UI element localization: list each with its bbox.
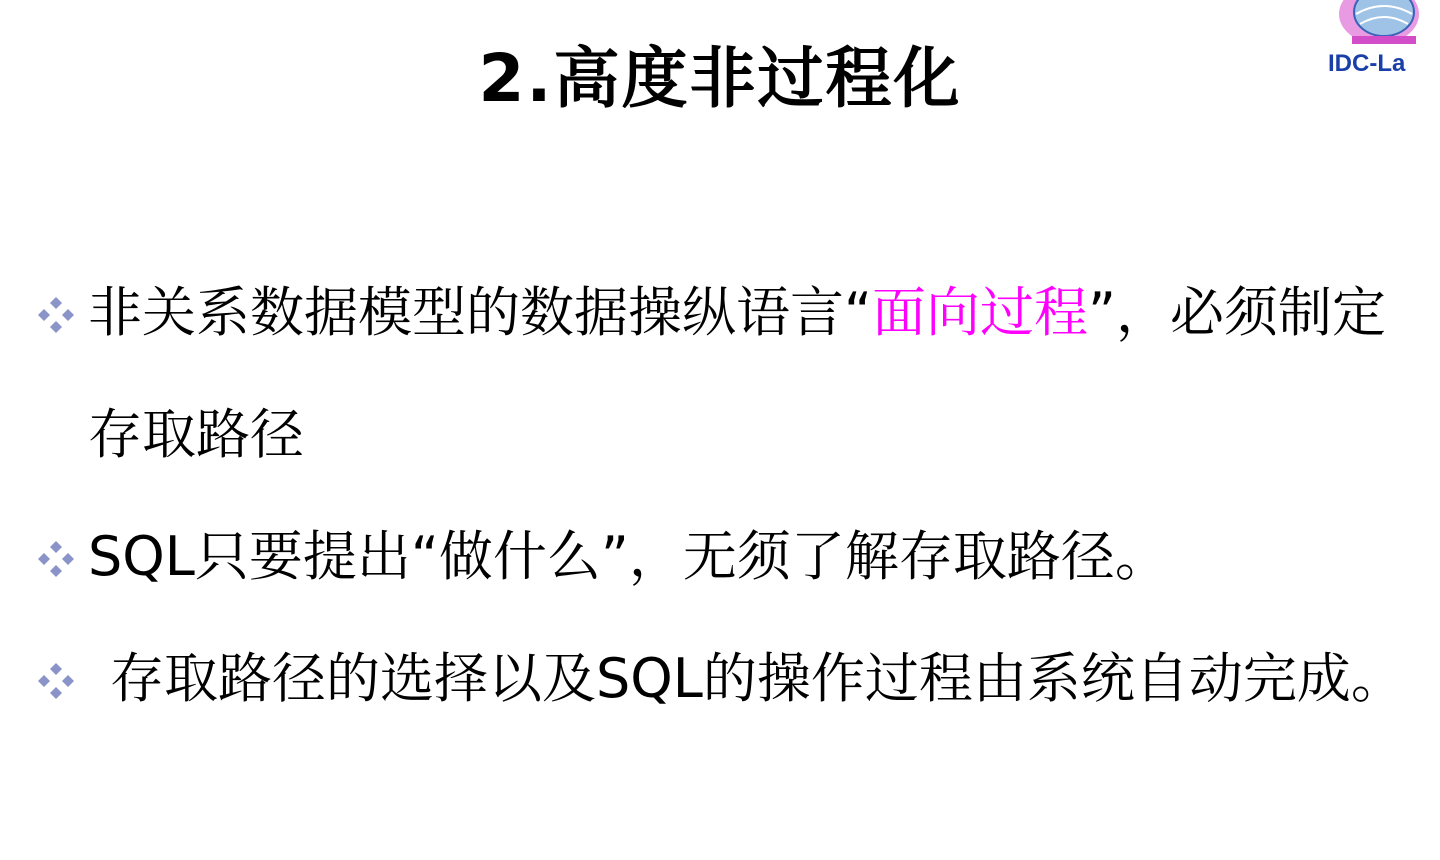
bullet-item (30, 496, 1420, 618)
bullet-list (30, 252, 1420, 740)
bullet-highlight: 面向过程 (871, 281, 1088, 344)
bullet-item (30, 618, 1420, 740)
bullet-item (30, 252, 1420, 496)
diamond-bullet-icon (34, 293, 78, 337)
bullet-text-before: 非关系数据模型的数据操纵语言“ (88, 281, 872, 344)
diamond-bullet-icon (34, 659, 78, 703)
logo-text: IDC-La (1328, 50, 1406, 77)
slide-title: 2.高度非过程化 (478, 40, 962, 117)
globe-logo-icon (1334, 0, 1424, 52)
bullet-text: SQL只要提出“做什么”，无须了解存取路径。 (88, 525, 1169, 588)
logo (1320, 0, 1440, 82)
bullet-text-after: ”，必须制定存取路径 (88, 281, 1386, 466)
bullet-text: 存取路径的选择以及SQL的操作过程由系统自动完成。 (110, 647, 1405, 710)
diamond-bullet-icon (34, 537, 78, 581)
